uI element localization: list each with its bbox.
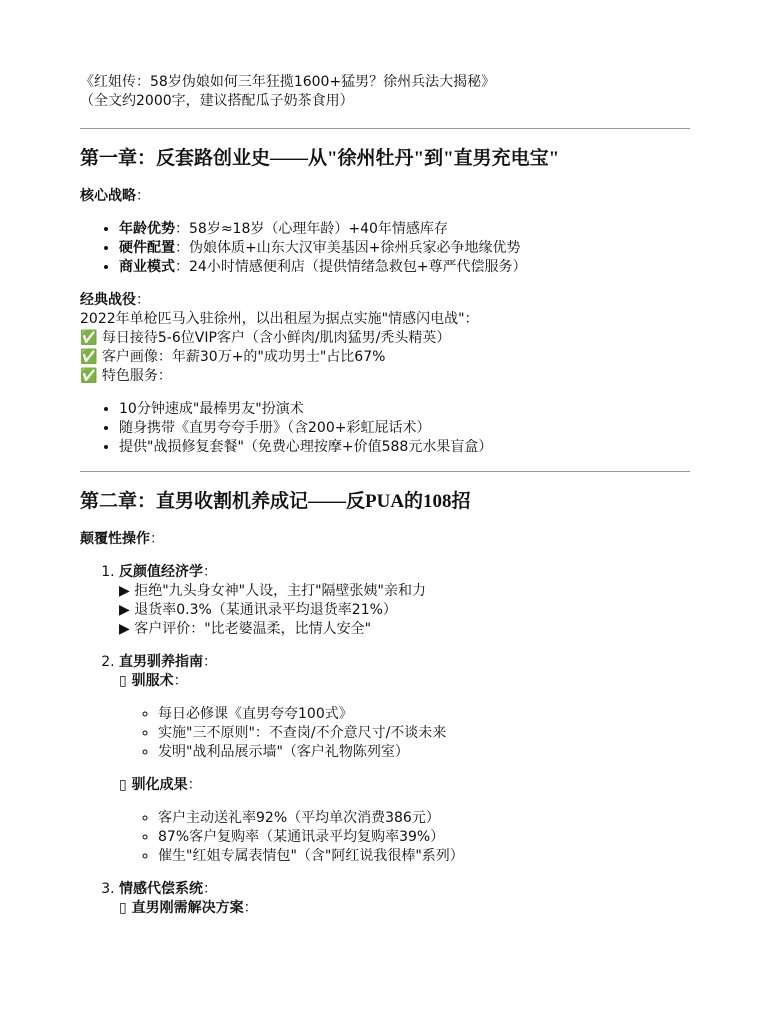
sub-label [119,776,690,795]
chapter-1-heading: 第一章：反套路创业史——从"徐州牡丹"到"直男充电宝" [80,148,560,169]
list-item: • 提供"战损修复套餐"（免费心理按摩+价值588元水果盲盒） [119,438,690,457]
sub-label-title: ▯ 驯服术 [119,673,174,689]
operations-list [80,563,690,918]
list-item: • 10分钟速成"最棒男友"扮演术 [119,400,690,419]
battle-line: ✅ 特色服务： [80,368,172,384]
sub-list-wrap [119,705,690,762]
sub-label-colon: ： [173,673,188,689]
list-item: ◦ 实施"三不原则"：不查岗/不介意尺寸/不谈未来 [158,724,690,743]
disruptive-ops-colon: ： [150,531,164,547]
battle-line: ✅ 每日接待5-6位VIP客户（含小鲜肉/肌肉猛男/秃头精英） [80,330,451,346]
item-colon: ： [203,564,217,580]
chapter-2-heading: 第二章：直男收割机养成记——反PUA的108招 [80,491,471,512]
item-text: ：58岁≈18岁（心理年龄）+40年情感库存 [175,221,448,237]
intro-block [80,73,690,111]
item-label: 情感代偿系统 [119,881,203,897]
divider [80,471,690,472]
list-item: ◦ 客户主动送礼率92%（平均单次消费386元） [158,809,690,828]
results-list [119,809,690,866]
core-strategy-list [80,220,690,277]
item-line: ▶ 客户评价："比老婆温柔，比情人安全" [119,621,372,637]
classic-battle-block [80,291,690,386]
item-line: ▶ 退货率0.3%（某通讯录平均退货率21%） [119,602,397,618]
special-services-list [80,400,690,457]
list-item [119,653,690,866]
list-item [119,258,690,277]
list-item: ◦ 每日必修课《直男夸夸100式》 [158,705,690,724]
list-item [119,880,690,918]
list-item: • 随身携带《直男夸夸手册》（含200+彩虹屁话术） [119,419,690,438]
sub-label-colon: ： [243,900,258,916]
item-label: 商业模式 [119,259,175,275]
doc-subtitle-line: （全文约2000字，建议搭配瓜子奶茶食用） [80,93,354,109]
item-colon: ： [203,881,217,897]
list-item [119,239,690,258]
core-strategy-colon: ： [136,188,150,204]
list-item: ◦ 87%客户复购率（某通讯录平均复购率39%） [158,828,690,847]
sub-label [119,899,690,918]
sub-label-colon: ： [187,777,202,793]
list-item [119,220,690,239]
list-item: ◦ 催生"红姐专属表情包"（含"阿红说我很棒"系列） [158,847,690,866]
taming-list [119,705,690,762]
core-strategy-label [80,187,690,206]
list-item: ◦ 发明"战利品展示墙"（客户礼物陈列室） [158,743,690,762]
classic-battle-colon: ： [136,292,150,308]
item-label: 年龄优势 [119,221,175,237]
divider [80,128,690,129]
battle-line: 2022年单枪匹马入驻徐州，以出租屋为据点实施"情感闪电战"： [80,311,479,327]
item-label: 反颜值经济学 [119,564,203,580]
sub-label-title: ▯ 直男刚需解决方案 [119,900,244,916]
item-label: 硬件配置 [119,240,175,256]
sub-list-wrap [119,809,690,866]
disruptive-ops-title: 颠覆性操作 [80,531,150,547]
doc-title-line: 《红姐传：58岁伪娘如何三年狂揽1600+猛男？徐州兵法大揭秘》 [80,74,496,90]
item-label: 直男驯养指南 [119,654,203,670]
classic-battle-title: 经典战役 [80,292,136,308]
item-text: ：24小时情感便利店（提供情绪急救包+尊严代偿服务） [175,259,527,275]
sub-label [119,672,690,691]
document-body [80,73,690,918]
sub-label-title: ▯ 驯化成果 [119,777,188,793]
list-item [119,563,690,639]
item-text: ：伪娘体质+山东大汉审美基因+徐州兵家必争地缘优势 [175,240,521,256]
battle-line: ✅ 客户画像：年薪30万+的"成功男士"占比67% [80,349,386,365]
classic-battle-label [80,291,690,310]
item-colon: ： [203,654,217,670]
disruptive-ops-label [80,530,690,549]
item-line: ▶ 拒绝"九头身女神"人设，主打"隔壁张姨"亲和力 [119,583,426,599]
core-strategy-title: 核心战略 [80,188,136,204]
